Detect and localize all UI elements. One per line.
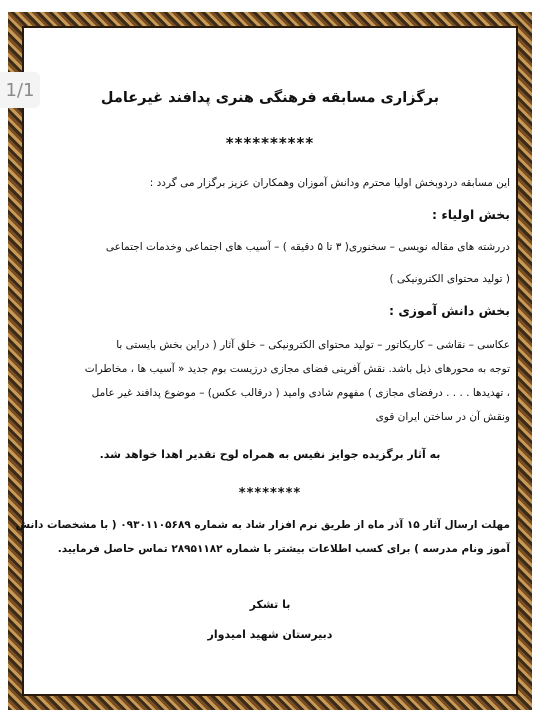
students-line-3: ، تهدیدها . . . . درفضای مجازی ) مفهوم شادی وامید ( درقالب عکس) – موضوع پدافند غیر عامل xyxy=(91,387,510,399)
students-line-4: ونقش آن در ساختن ایران قوی xyxy=(375,411,510,423)
intro-text: این مسابقه دردوبخش اولیا محترم ودانش آموزان وهمکاران عزیز برگزار می گردد : xyxy=(149,177,510,189)
students-line-2: توجه به محورهای ذیل باشد. نقش آفرینی فضای مجازی درزیست بوم جدید « آسیب ها ، مخاطرات xyxy=(84,363,510,375)
parents-heading: بخش اولیاء : xyxy=(431,207,510,222)
decorative-border xyxy=(8,12,532,710)
signature-text: دبیرستان شهید امیدوار xyxy=(207,628,333,641)
prize-text: به آثار برگزیده جوایز نفیس به همراه لوح تقدیر اهدا خواهد شد. xyxy=(99,448,441,461)
students-heading: بخش دانش آموزی : xyxy=(388,303,510,318)
page-counter: 1/1 xyxy=(0,72,40,108)
deadline-line-1: مهلت ارسال آثار ۱۵ آذر ماه از طریق نرم افزار شاد به شماره ۰۹۳۰۱۱۰۵۶۸۹ ( با مشخصات دانش xyxy=(15,519,510,531)
parents-line-1: دررشته های مقاله نویسی – سخنوری( ۳ تا ۵ دقیقه ) – آسیب های اجتماعی وخدمات اجتماعی xyxy=(105,241,510,253)
parents-line-2: ( تولید محتوای الکترونیکی ) xyxy=(389,273,510,285)
document-title: برگزاری مسابقه فرهنگی هنری پدافند غیرعامل xyxy=(100,90,440,106)
thanks-text: با تشکر xyxy=(249,598,291,611)
students-line-1: عکاسی – نقاشی – کاریکاتور – تولید محتوای الکترونیکی – خلق آثار ( دراین بخش بایستی با xyxy=(116,339,510,351)
stars-divider-bottom: ******** xyxy=(238,486,302,501)
deadline-line-2: آموز ونام مدرسه ) برای کسب اطلاعات بیشتر با شماره ۲۸۹۵۱۱۸۲ تماس حاصل فرمایید. xyxy=(57,543,510,555)
stars-divider-top: ********** xyxy=(225,134,315,152)
